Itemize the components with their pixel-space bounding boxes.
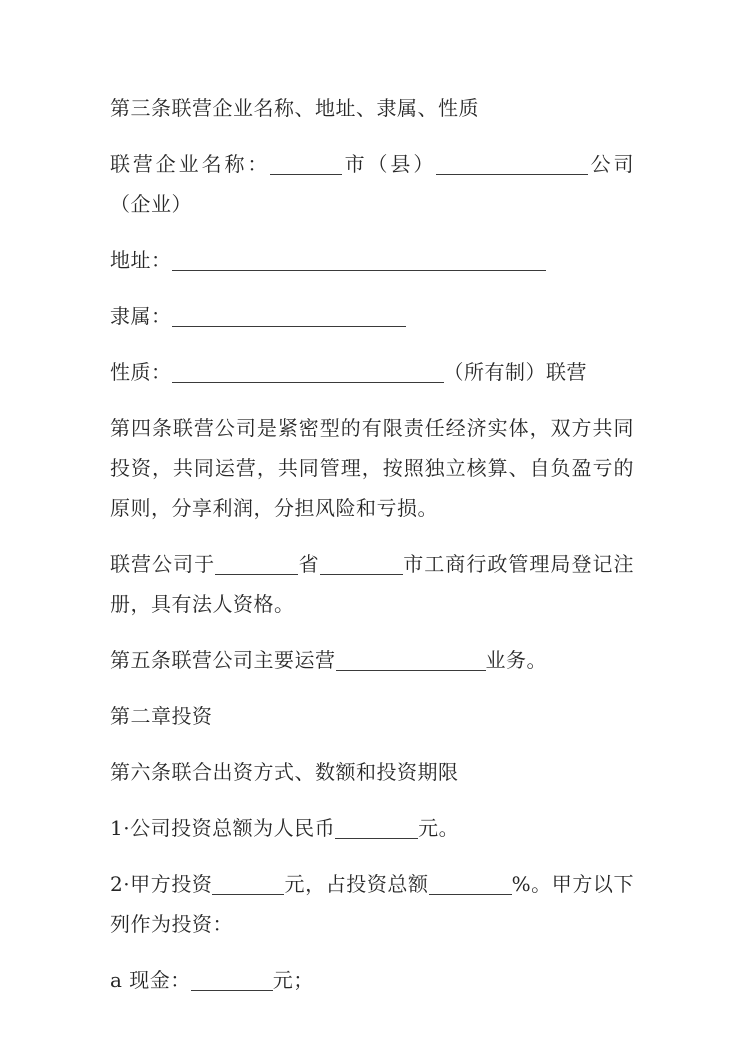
text-run: 第六条联合出资方式、数额和投资期限 xyxy=(110,760,459,784)
blank-field xyxy=(215,554,298,575)
address-line xyxy=(110,240,634,280)
text-run: 联营公司于 xyxy=(110,552,216,576)
text-run: （所有制）联营 xyxy=(443,360,587,384)
blank-field xyxy=(172,250,546,271)
text-run: 公司（企业） xyxy=(110,152,635,216)
blank-field xyxy=(336,650,486,671)
article-4-paragraph xyxy=(110,408,634,528)
text-run: a 现金： xyxy=(110,968,191,992)
blank-field xyxy=(320,554,403,575)
blank-field xyxy=(172,362,444,383)
text-run: 业务。 xyxy=(485,648,547,672)
blank-field xyxy=(172,306,406,327)
nature-line xyxy=(110,352,634,392)
text-run: 2·甲方投资 xyxy=(110,872,213,896)
text-run: 第二章投资 xyxy=(110,704,213,728)
registration-paragraph xyxy=(110,544,634,624)
cash-item-line xyxy=(110,960,634,1000)
blank-field xyxy=(436,154,588,175)
article-5-line xyxy=(110,640,634,680)
text-run: 1·公司投资总额为人民币 xyxy=(110,816,336,840)
text-run: %。甲方以下列作为投资： xyxy=(110,872,634,936)
text-run: 隶属： xyxy=(110,304,172,328)
enterprise-name-line xyxy=(110,144,634,224)
text-run: 地址： xyxy=(110,248,172,272)
text-run: 市（县） xyxy=(342,152,437,176)
blank-field xyxy=(270,154,342,175)
text-run: 第四条联营公司是紧密型的有限责任经济实体，双方共同投资，共同运营，共同管理，按照独立核算、自负盈亏的原则，分享利润，分担风险和亏损。 xyxy=(110,416,634,520)
text-run: 第五条联营公司主要运营 xyxy=(110,648,336,672)
text-run: 第三条联营企业名称、地址、隶属、性质 xyxy=(110,96,479,120)
text-run: 性质： xyxy=(110,360,172,384)
text-run: 元，占投资总额 xyxy=(284,872,429,896)
chapter-2-heading xyxy=(110,696,634,736)
text-run: 市工商行政管理局登记注册，具有法人资格。 xyxy=(110,552,635,616)
text-run: 联营企业名称： xyxy=(110,152,271,176)
party-a-investment-line xyxy=(110,864,634,944)
text-run: 元。 xyxy=(418,816,460,840)
blank-field xyxy=(429,874,512,895)
blank-field xyxy=(335,818,418,839)
blank-field xyxy=(191,970,273,991)
article-6-heading xyxy=(110,752,634,792)
affiliation-line xyxy=(110,296,634,336)
article-3-heading xyxy=(110,88,634,128)
investment-total-line xyxy=(110,808,634,848)
blank-field xyxy=(212,874,284,895)
text-run: 省 xyxy=(298,552,320,576)
text-run: 元； xyxy=(272,968,314,992)
